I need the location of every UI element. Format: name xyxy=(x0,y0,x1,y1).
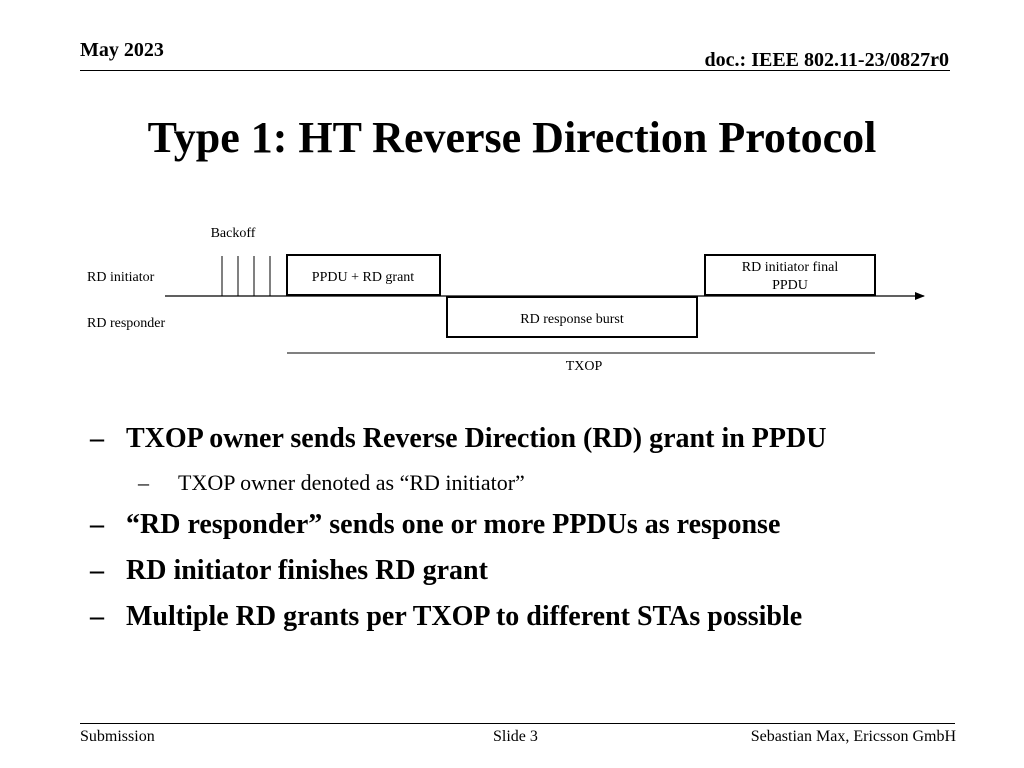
ppdu-rd-grant-label: PPDU + RD grant xyxy=(311,270,415,285)
bullet-text: TXOP owner sends Reverse Direction (RD) grant in PPDU xyxy=(126,423,827,454)
rd-responder-label: RD responder xyxy=(87,316,166,331)
bullet-marker: – xyxy=(90,509,104,540)
footer-author: Sebastian Max, Ericsson GmbH xyxy=(750,728,956,745)
footer-slide-number: Slide 3 xyxy=(493,728,538,745)
final-ppdu-label-line2: PPDU xyxy=(772,278,808,293)
rd-initiator-label: RD initiator xyxy=(87,270,155,285)
txop-label: TXOP xyxy=(565,359,603,374)
bullet-item xyxy=(90,601,802,633)
header-doc-id: doc.: IEEE 802.11-23/0827r0 xyxy=(704,49,949,71)
backoff-label: Backoff xyxy=(210,226,256,241)
footer-submission: Submission xyxy=(80,728,155,745)
bullet-item xyxy=(90,509,780,541)
rd-response-burst-label: RD response burst xyxy=(520,312,624,327)
bullet-text: TXOP owner denoted as “RD initiator” xyxy=(178,470,525,495)
bullet-text: RD initiator finishes RD grant xyxy=(126,555,488,586)
final-ppdu-label-line1: RD initiator final xyxy=(741,260,839,275)
bullet-text: Multiple RD grants per TXOP to different STAs possible xyxy=(126,601,803,632)
bullet-marker: – xyxy=(90,555,104,586)
sub-bullet-item xyxy=(138,470,525,496)
header-date: May 2023 xyxy=(80,39,164,61)
backoff-slots xyxy=(222,256,270,296)
bullet-item xyxy=(90,555,488,587)
bullet-marker: – xyxy=(138,470,149,495)
bullet-item xyxy=(90,423,826,455)
footer-divider xyxy=(80,723,955,724)
bullet-marker: – xyxy=(90,601,104,632)
bullet-marker: – xyxy=(90,423,104,454)
bullet-text: “RD responder” sends one or more PPDUs as response xyxy=(126,509,781,540)
slide-title: Type 1: HT Reverse Direction Protocol xyxy=(147,113,877,162)
